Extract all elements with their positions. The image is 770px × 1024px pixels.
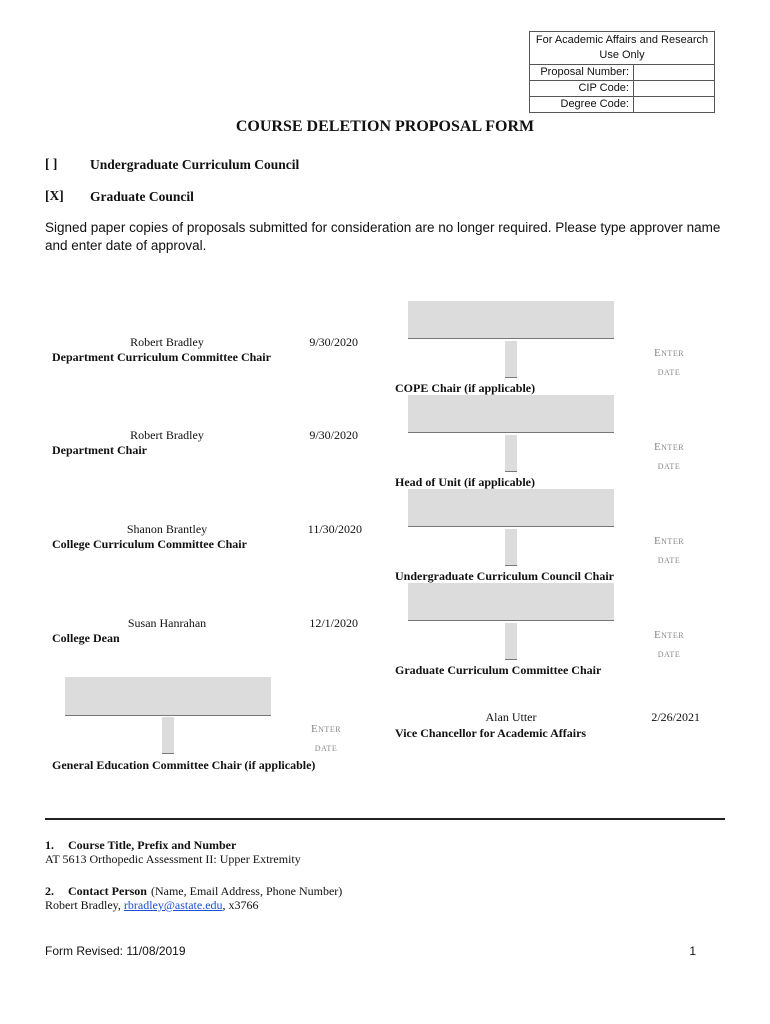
academic-affairs-heading: For Academic Affairs and Research Use Only	[530, 32, 714, 65]
degree-code-row	[530, 97, 714, 112]
cip-code-label: CIP Code:	[530, 81, 634, 96]
gc-label: Graduate Council	[90, 189, 194, 204]
sig-college-dean-date[interactable]: 12/1/2020	[309, 616, 358, 630]
instructions: Signed paper copies of proposals submitted for consideration are no longer required. Please type approver name and enter date of approval.	[45, 220, 721, 253]
cope-chair-enter-date[interactable]: Enter date	[653, 347, 685, 378]
ucc-label: Undergraduate Curriculum Council	[90, 157, 300, 172]
ucc-chair-date-field[interactable]	[505, 529, 517, 566]
head-of-unit-name-field[interactable]	[408, 395, 614, 433]
sig-college-ccc-name[interactable]: Shanon Brantley	[126, 522, 208, 536]
sig-dept-ccc-role: Department Curriculum Committee Chair	[52, 350, 271, 364]
gcc-chair-enter-date[interactable]: Enter date	[653, 629, 685, 660]
section-2-title: Contact Person	[68, 884, 147, 898]
sig-college-dean-role: College Dean	[52, 631, 120, 645]
gcc-chair-date-field[interactable]	[505, 623, 517, 660]
sig-dept-chair-role: Department Chair	[52, 443, 147, 457]
sig-dept-ccc-date[interactable]: 9/30/2020	[309, 335, 358, 349]
sig-dept-chair-date[interactable]: 9/30/2020	[309, 428, 358, 442]
sig-vc-role: Vice Chancellor for Academic Affairs	[395, 726, 587, 740]
cope-chair-role: COPE Chair (if applicable)	[395, 381, 536, 395]
section-1-body: AT 5613 Orthopedic Assessment II: Upper Extremity	[45, 852, 301, 866]
cope-chair-date-field[interactable]	[505, 341, 517, 378]
contact-email-link[interactable]: rbradley@astate.edu	[123, 898, 223, 912]
gc-checkbox[interactable]: [X]	[45, 188, 64, 203]
gen-ed-name-field[interactable]	[65, 677, 271, 716]
ucc-chair-enter-date[interactable]: Enter date	[653, 535, 685, 566]
gen-ed-enter-date[interactable]: Enter date	[310, 723, 342, 754]
gcc-chair-name-field[interactable]	[408, 583, 614, 621]
cope-chair-name-field[interactable]	[408, 301, 614, 339]
gcc-chair-role: Graduate Curriculum Committee Chair	[395, 663, 602, 677]
academic-affairs-box	[529, 31, 715, 113]
sig-college-ccc-role: College Curriculum Committee Chair	[52, 537, 247, 551]
proposal-number-label: Proposal Number:	[530, 65, 634, 80]
proposal-number-row	[530, 65, 714, 81]
form-revised: Form Revised: 11/08/2019	[45, 944, 186, 958]
sig-college-ccc-date[interactable]: 11/30/2020	[307, 522, 362, 536]
gen-ed-role: General Education Committee Chair (if applicable)	[52, 758, 316, 772]
section-2-title-extra: (Name, Email Address, Phone Number)	[150, 884, 343, 898]
cip-code-value[interactable]	[634, 81, 714, 96]
form-title: COURSE DELETION PROPOSAL FORM	[235, 118, 535, 135]
proposal-number-value[interactable]	[634, 65, 714, 80]
sig-college-dean-name[interactable]: Susan Hanrahan	[127, 616, 207, 630]
section-1-title: Course Title, Prefix and Number	[68, 838, 237, 852]
sig-vc-date[interactable]: 2/26/2021	[651, 710, 700, 724]
head-of-unit-enter-date[interactable]: Enter date	[653, 441, 685, 472]
section-2-body	[45, 898, 259, 913]
contact-phone: , x3766	[222, 898, 259, 912]
page-number: 1	[689, 944, 696, 958]
ucc-chair-role: Undergraduate Curriculum Council Chair	[395, 569, 614, 583]
ucc-chair-name-field[interactable]	[408, 489, 614, 527]
head-of-unit-date-field[interactable]	[505, 435, 517, 472]
degree-code-label: Degree Code:	[530, 97, 634, 112]
cip-code-row	[530, 81, 714, 97]
ucc-checkbox[interactable]: [ ]	[45, 156, 58, 171]
head-of-unit-role: Head of Unit (if applicable)	[395, 475, 535, 489]
contact-name: Robert Bradley,	[45, 898, 124, 912]
sig-vc-name[interactable]: Alan Utter	[485, 710, 537, 724]
sig-dept-chair-name[interactable]: Robert Bradley	[130, 428, 204, 442]
degree-code-value[interactable]	[634, 97, 714, 112]
section-1-number: 1.	[45, 838, 54, 852]
section-2-number: 2.	[45, 884, 54, 898]
sig-dept-ccc-name[interactable]: Robert Bradley	[130, 335, 204, 349]
section-divider	[45, 818, 725, 820]
gen-ed-date-field[interactable]	[162, 717, 174, 754]
